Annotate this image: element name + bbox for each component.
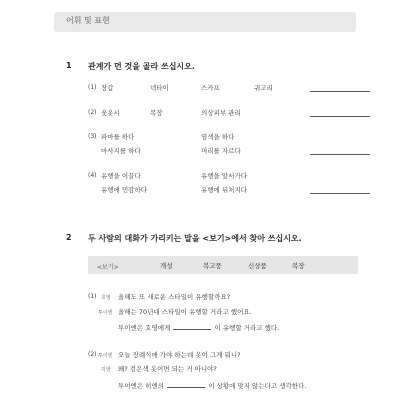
option-word: 신상품: [248, 262, 267, 270]
word-choice: 파마를 하다: [101, 133, 135, 141]
sentence-start: 투이엔은 히엔의: [118, 382, 165, 390]
word-choice: 의상피부 관리: [201, 109, 241, 117]
item-index: (2): [88, 109, 97, 116]
word-choice: 유행을 이끌다: [101, 172, 141, 180]
speaker-name: 호영: [101, 295, 111, 301]
answer-sentence: [118, 323, 279, 332]
question-instruction: 두 사람의 대화가 가리키는 말을 <보기>에서 찾아 쓰십시오.: [88, 234, 302, 243]
dialogue-line: 왜? 검은색 옷이면 되는 거 아니야?: [118, 365, 217, 373]
dialogue-line: 올해는 70년대 스타일이 유행할 거라고 했어요.: [118, 308, 252, 316]
answer-line[interactable]: [310, 154, 370, 155]
answer-sentence: [118, 381, 306, 390]
word-choice: 웃옷시: [101, 109, 120, 117]
question-instruction: 관계가 먼 것을 골라 쓰십시오.: [88, 62, 195, 71]
sentence-end: 이 유행할 거라고 했다.: [214, 324, 280, 332]
speaker-name: 투이엔: [98, 310, 113, 316]
answer-line[interactable]: [310, 193, 370, 194]
answer-blank[interactable]: [173, 329, 211, 330]
word-choice: 넥타이: [150, 84, 169, 92]
word-choice: 머리를 자르다: [201, 147, 241, 155]
word-choice: 유행에 민감하다: [101, 186, 148, 194]
sentence-end: 이 상황에 맞지 않는다고 생각한다.: [208, 382, 307, 390]
item-index: (3): [88, 133, 97, 140]
example-label: <보기>: [97, 264, 119, 271]
option-word: 복고풍: [203, 262, 222, 270]
sentence-start: 투이엔은 호영에게: [118, 324, 171, 332]
item-index: (4): [88, 172, 97, 179]
speaker-name: 투이엔: [98, 353, 113, 359]
example-box: [88, 256, 358, 274]
dialogue-line: 올해도 또 새로운 스타일이 유행할까요?: [118, 293, 231, 301]
section-title: 어휘 및 표현: [66, 16, 110, 25]
item-index: (2): [88, 351, 97, 358]
word-choice: 유행에 뒤처지다: [201, 186, 248, 194]
answer-line[interactable]: [310, 116, 370, 117]
word-choice: 염색을 하다: [201, 133, 235, 141]
dialogue-line: 오늘 장례식에 가야 하는데 옷이 그게 뭐니?: [118, 351, 241, 359]
answer-line[interactable]: [310, 91, 370, 92]
word-choice: 유행을 앞서가다: [201, 172, 248, 180]
option-word: 개성: [160, 262, 173, 270]
word-choice: 마사지를 하다: [101, 147, 141, 155]
question-number: 1: [66, 61, 72, 70]
answer-blank[interactable]: [167, 387, 205, 388]
speaker-name: 히엔: [101, 367, 111, 373]
word-choice: 복장: [150, 109, 163, 117]
word-choice: 스카프: [201, 84, 220, 92]
option-word: 복장: [292, 262, 305, 270]
item-index: (1): [88, 84, 97, 91]
word-choice: 장갑: [101, 84, 114, 92]
word-choice: 귀고리: [254, 84, 273, 92]
item-index: (1): [88, 293, 97, 300]
question-number: 2: [66, 233, 72, 242]
